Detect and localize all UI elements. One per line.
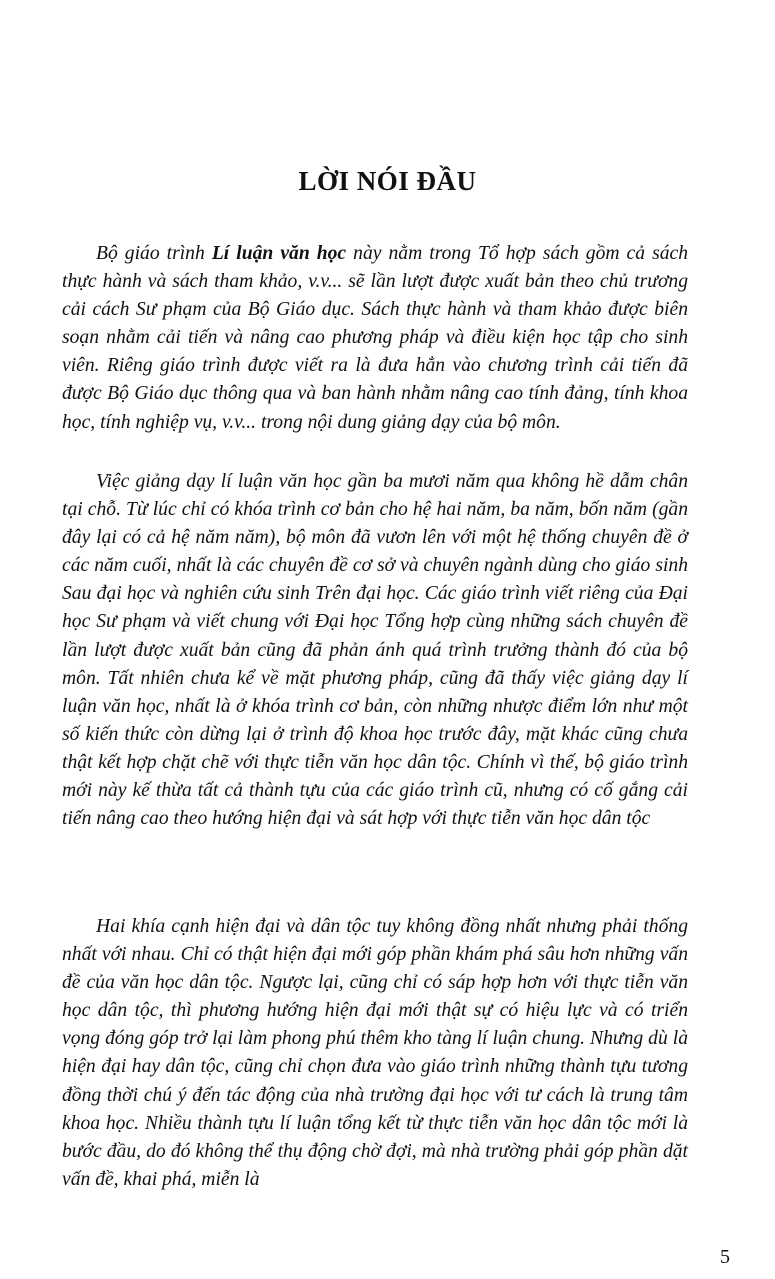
book-title: Lí luận văn học (211, 243, 347, 264)
paragraph-1-intro: Bộ giáo trình (96, 243, 212, 264)
page-number: 5 (720, 1246, 730, 1268)
paragraph-3: Hai khía cạnh hiện đại và dân tộc tuy không đồng nhất nhưng phải thống nhất với nhau. Chỉ có thật hiện đại mới góp phần khám phá sâu hơn những vấn đề của văn học dân tộc. Ngược lại, cũng chỉ có sáp hợp hơn với thực tiễn văn học dân tộc, thì phương hướng hiện đại mới thật sự có hiệu lực và có triển vọng đóng góp trở lại làm phong phú thêm kho tàng lí luận chung. Nhưng dù là hiện đại hay dân tộc, cũng chỉ chọn đưa vào giáo trình những thành tựu tương đồng thời chú ý đến tác động của nhà trường đại học với tư cách là trung tâm khoa học. Nhiều thành tựu lí luận tổng kết từ thực tiễn văn học dân tộc mới là bước đầu, do đó không thể thụ động chờ đợi, mà nhà trường phải góp phần dặt vấn đề, khai phá, miễn là (62, 916, 688, 1190)
paragraph-1 (62, 240, 688, 437)
page-title: LỜI NÓI ĐẦU (298, 166, 477, 196)
paragraph-2: Việc giảng dạy lí luận văn học gần ba mươi năm qua không hề dẫm chân tại chỗ. Từ lúc chỉ có khóa trình cơ bản cho hệ hai năm, ba năm, bốn năm (gần đây lại có cả hệ năm năm), bộ môn đã vươn lên với một hệ thống chuyên đề ở các năm cuối, nhất là các chuyên đề cơ sở và chuyên ngành dùng cho giáo sinh Sau đại học và nghiên cứu sinh Trên đại học. Các giáo trình viết riêng của Đại học Sư phạm và viết chung với Đại học Tổng hợp cùng những sách chuyên đề lần lượt được xuất bản cũng đã phản ánh quá trình trưởng thành đó của bộ môn. Tất nhiên chưa kể về mặt phương pháp, cũng đã thấy việc giảng dạy lí luận văn học, nhất là ở khóa trình cơ bản, còn những nhược điểm lớn như một số kiến thức còn dừng lại ở trình độ khoa học trước đây, mặt khác cũng chưa thật kết hợp chặt chẽ với thực tiễn văn học dân tộc. Chính vì thế, bộ giáo trình mới này kế thừa tất cả thành tựu của các giáo trình cũ, nhưng có cố gắng cải tiến nâng cao theo hướng hiện đại và sát hợp với thực tiễn văn học dân tộc (62, 471, 688, 830)
paragraph-1-body: này nằm trong Tổ hợp sách gồm cả sách thực hành và sách tham khảo, v.v... sẽ lần lượt được xuất bản theo chủ trương cải cách Sư phạm của Bộ Giáo dục. Sách thực hành và tham khảo được biên soạn nhằm cải tiến và nâng cao phương pháp và điều kiện học tập cho sinh viên. Riêng giáo trình được viết ra là đưa hẳn vào chương trình cải tiến đã được Bộ Giáo dục thông qua và ban hành nhằm nâng cao tính đảng, tính khoa học, tính nghiệp vụ, v.v... trong nội dung giảng dạy của bộ môn. (62, 243, 688, 433)
